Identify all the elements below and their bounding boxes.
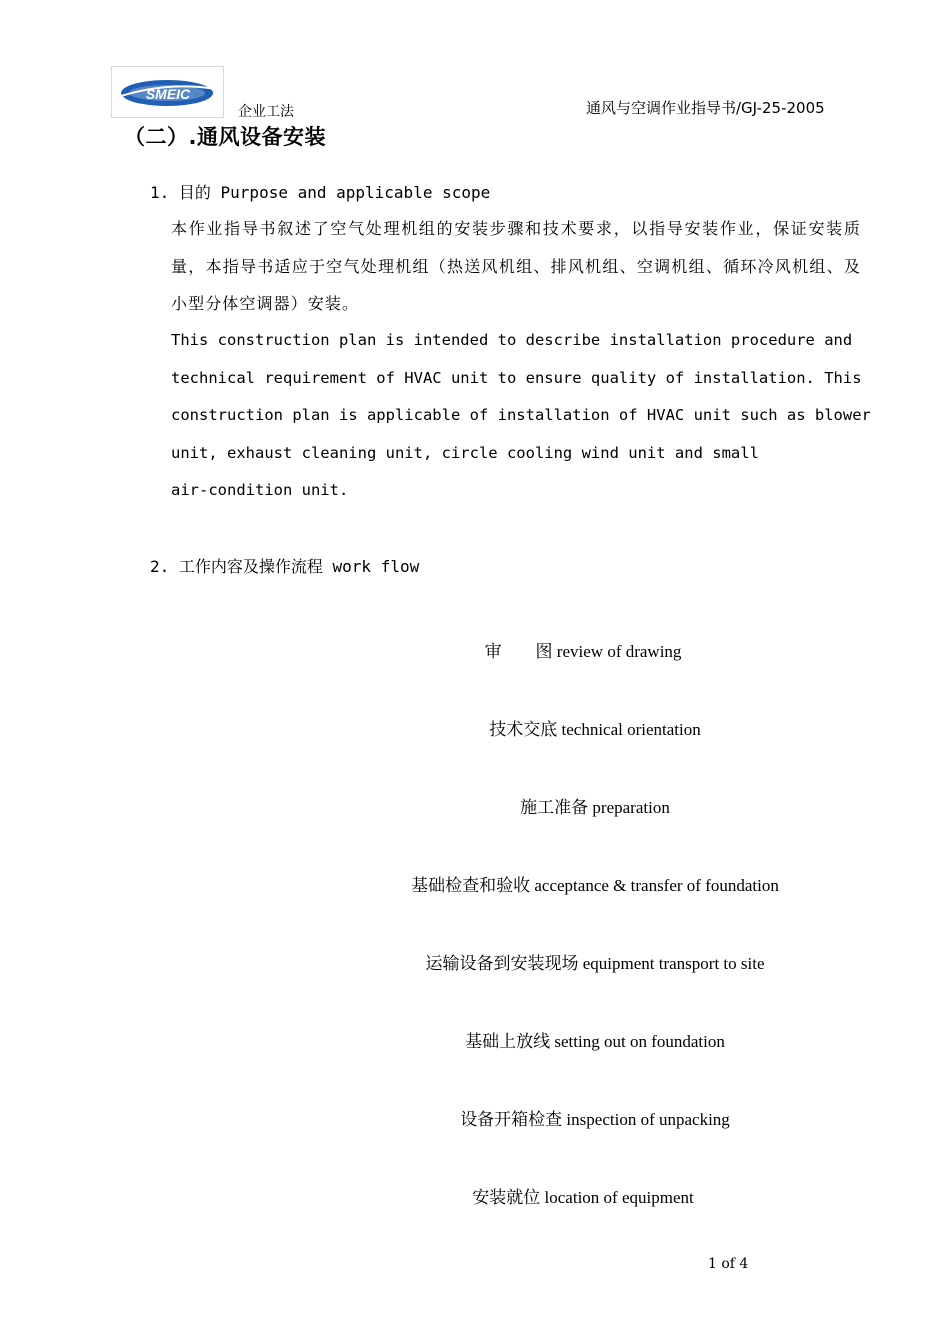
smeic-logo-icon — [112, 67, 223, 117]
purpose-en-line: technical requirement of HVAC unit to ensure quality of installation. This — [171, 368, 862, 387]
purpose-en-line: This construction plan is intended to describe installation procedure and — [171, 331, 853, 349]
workflow-heading: 2. 工作内容及操作流程 work flow — [150, 557, 420, 576]
header-left-label: 企业工法 — [238, 104, 294, 120]
logo-text: SMEIC — [145, 86, 191, 102]
flow-step: 安装就位 location of equipment — [472, 1188, 694, 1207]
purpose-body-cn: 本作业指导书叙述了空气处理机组的安装步骤和技术要求，以指导安装作业，保证安装质量，本指导书适应于空气处理机组（热送风机组、排风机组、空调机组、循环冷风机组、及小型分体空调器）安装。 — [171, 219, 861, 313]
flow-step: 审 图 review of drawing — [484, 642, 682, 661]
flow-step: 施工准备 preparation — [520, 798, 670, 817]
flow-step: 设备开箱检查 inspection of unpacking — [460, 1110, 730, 1129]
flow-step: 基础上放线 setting out on foundation — [465, 1032, 725, 1051]
flow-step: 运输设备到安装现场 equipment transport to site — [425, 954, 765, 973]
purpose-en-line: unit, exhaust cleaning unit, circle cooling wind unit and small — [171, 443, 759, 462]
purpose-body-en — [171, 322, 871, 510]
section-title: （二）.通风设备安装 — [124, 125, 326, 149]
page-number: 1 of 4 — [708, 1256, 749, 1272]
document-code: 通风与空调作业指导书/GJ-25-2005 — [586, 99, 825, 117]
flow-step: 技术交底 technical orientation — [489, 720, 701, 739]
company-logo — [111, 66, 224, 118]
flow-step: 基础检查和验收 acceptance & transfer of foundation — [411, 876, 779, 895]
purpose-heading: 1. 目的 Purpose and applicable scope — [150, 183, 491, 202]
purpose-en-line: construction plan is applicable of installation of HVAC unit such as blower — [171, 406, 871, 424]
purpose-en-line: air-condition unit. — [171, 481, 349, 499]
